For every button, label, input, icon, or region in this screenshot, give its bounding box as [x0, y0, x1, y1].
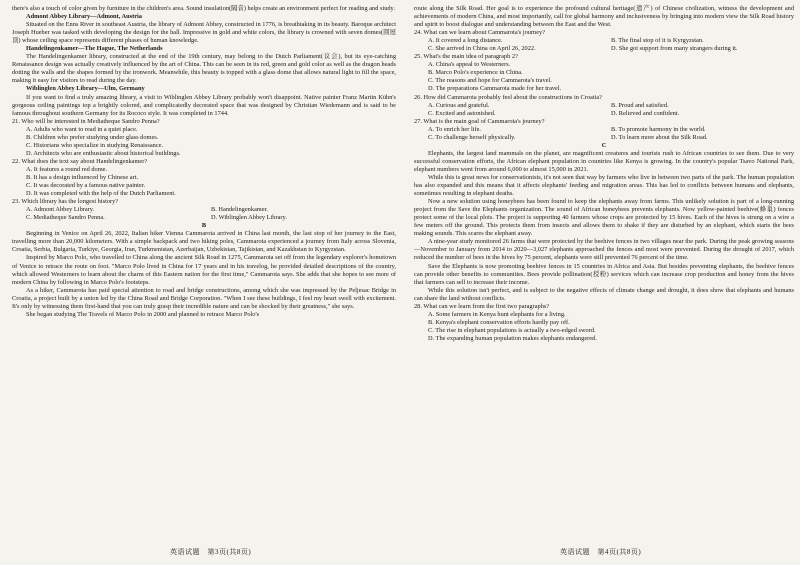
option: A. It features a round red dome.: [26, 165, 108, 173]
paragraph: Situated on the Enns River in southeast Austria, the library of Admont Abbey, constructed in 1776, is breathtaking in its beauty. Baroque architect Joseph Hueber was tasked with developing the design for the hall. Impressive in gold and white colors, the library is crowned with seven domes(圆屋顶) whose ceiling space represents different phases of human knowledge.: [12, 21, 396, 45]
option: D. Relieved and confident.: [611, 109, 680, 117]
library-heading: Wiblinglen Abbey Library—Ulm, Germany: [26, 85, 145, 93]
option-grid: [414, 126, 794, 142]
library-heading: Admont Abbey Library—Admont, Austria: [26, 13, 142, 21]
option: B. Marco Polo's experience in China.: [428, 69, 523, 77]
question: 26. How did Cammarota probably feel about the constructions in Croatia?: [414, 93, 602, 101]
paragraph: The Handelingenkamer library, constructed at the end of the 19th century, may belong to the Dutch Parliament(议会), but its eye-catching Renaissance design was actually creatively influenced by the art of China. This can be seen in its red, green and gold color as well as the dragon heads dotting the walls and the shapes formed by the ironwork. Meanwhile, this beauty is topped with a glass dome that allows natural light to fill the space, making it easy for visitors to read during the day.: [12, 53, 396, 85]
paragraph: While this solution isn't perfect, and is subject to the negative effects of climate change and drought, it does show that elephants and humans can share the land without conflicts.: [414, 286, 794, 302]
option: D. To learn more about the Silk Road.: [611, 133, 708, 141]
option-grid: [414, 102, 794, 118]
paragraph: A nine-year study monitored 26 farms that were protected by the beehive fences in two villages near the park. During the peak growing seasons—November to January from 2014 to 2020—3,027 elephants approached the fences and most were prevented. During the drought of 2017, which reduced the number of bees in the hives by 75 percent, elephants were still prevented 76 percent of the time.: [414, 238, 794, 262]
question: 28. What can we learn from the first two paragraphs?: [414, 302, 550, 310]
option-grid: [414, 37, 794, 53]
option: C. She arrived in China on April 26, 2022.: [428, 45, 536, 53]
paragraph: Now a new solution using honeybees has been found to keep the elephants away from farms. This unlikely solution is part of a long-running project from the Save the Elephants organization. The sound of African honeybees prevents elephants. Now yellow-painted beehive(蜂巢) fences protect some of the local plots. The project is supporting 40 farmers whose crops are protected by 15 hives. Each of the hives is strung on a wire a few meters off the ground. This protects them from insects and allows them to shake if they are disturbed by an elephant, which starts the bees making sounds. This scares the elephant away.: [414, 198, 794, 238]
option: D. She got support from many strangers during it.: [611, 45, 738, 53]
option: B. To promote harmony in the world.: [611, 125, 706, 133]
option: A. Some farmers in Kenya hunt elephants for a living.: [428, 310, 566, 318]
paragraph: As a hiker, Cammarota has paid special attention to road and bridge constructions, among which she was impressed by the Peljesac Bridge in Croatia, a project built by a union led by the China Road and Bridge Corporation. "When I see these buildings, I feel my heart swell with excitement. It's only by witnessing them first-hand that you can truly grasp their incredible nature and can be shocked by their greatness," she says.: [12, 286, 396, 310]
option: A. Admont Abbey Library.: [26, 206, 95, 214]
paragraph: If you want to find a truly amazing library, a visit to Wiblinglen Abbey Library probably won't disappoint. Native painter Franz Martin Kühn's gorgeous ceiling paintings top a brightly colored, and complicatedly decorated space that was designed by Christian Wiedemann and is said to be famous throughout southern Germany for its Rococo style. It was completed in 1744.: [12, 93, 396, 117]
paragraph: Beginning in Venice on April 26, 2022, Italian hiker Vienna Cammarota arrived in China last month, the last stop of her journey to the East, travelling more than 20,000 kilometers. With a simple backpack and two hiking poles, Cammarota experienced a journey from Italy across Slovenia, Croatia, Serbia, Bulgaria, Turkiye, Georgia, Iran, Turkmenistan, Azerbaijan, Uzbekistan, Tajikistan, and Kazakhstan to Kyrgyzstan.: [12, 230, 396, 254]
option: C. Historians who specialize in studying Renaissance.: [26, 141, 164, 149]
option: B. Proud and satisfied.: [611, 101, 669, 109]
right-column: [414, 5, 794, 343]
paragraph: While this is great news for conservationists, it's not seen that way by farmers who live in between two parts of the park. The human population has also expanded and this means that it affects elephants' feeding and migration areas. This has led to conflicts between humans and elephants, sometimes resulting in elephant deaths.: [414, 173, 794, 198]
option: D. The preparations Cammarota made for her travel.: [428, 85, 562, 93]
option: C. The rise in elephant populations is actually a two-edged sword.: [428, 326, 596, 334]
option-grid: [12, 206, 396, 222]
question: 24. What can we learn about Cammarota's journey?: [414, 29, 546, 37]
option: A. To enrich her life.: [428, 125, 481, 133]
option: C. Mediatheque Sandro Penna.: [26, 214, 105, 222]
option: D. The expanding human population makes elephants endangered.: [428, 334, 597, 342]
paragraph: She began studying The Travels of Marco Polo in 2000 and planned to retrace Marco Polo's: [26, 310, 260, 318]
left-column: [12, 5, 396, 319]
option: C. To challenge herself physically.: [428, 133, 516, 141]
option: C. It was decorated by a famous native painter.: [26, 182, 146, 190]
paragraph: Save the Elephants is now promoting beehive fences in 15 countries in Africa and Asia. But besides preventing elephants, the beehive fences can provide other benefits to communities. Bees provide pollination(授粉) services which can increase crop production and honey from the hives that farmers can sell to increase their income.: [414, 262, 794, 286]
library-heading: Handelingenkamer—The Hague, The Netherlands: [26, 45, 163, 53]
option: B. Kenya's elephant conservation efforts hardly pay off.: [428, 318, 570, 326]
option: A. Adults who want to read in a quiet place.: [26, 125, 138, 133]
option: B. Handelingenkamer.: [211, 206, 268, 214]
question: 23. Which library has the longest history?: [12, 198, 119, 206]
question: 25. What's the main idea of paragraph 2?: [414, 53, 518, 61]
paragraph: route along the Silk Road. Her goal is to experience the profound cultural heritage(遗产) of Chinese civilization, witness the development and achievements of modern China, and most importantly, call for global harmony and inclusiveness by bringing into modern view the Silk Road history and spirit to boost dialogue and understanding between the East and the West.: [414, 5, 794, 29]
page-footer: 英语试题 第3页(共8页): [170, 548, 252, 556]
option: B. It has a design influenced by Chinese art.: [26, 173, 139, 181]
option: D. Architects who are enthusiastic about historical buildings.: [26, 149, 181, 157]
option: A. Curious and grateful.: [428, 101, 490, 109]
option: B. The final stop of it is Kyrgyzstan.: [611, 37, 704, 45]
option: C. Excited and astonished.: [428, 109, 496, 117]
option: C. The reasons and hope for Cammarota's travel.: [428, 77, 552, 85]
question: 27. What is the main goal of Cammarota's journey?: [414, 117, 545, 125]
question: 21. Who will be interested in Mediatheque Sandro Penna?: [12, 117, 160, 125]
page-footer: 英语试题 第4页(共8页): [560, 548, 642, 556]
option: B. Children who prefer studying under glass domes.: [26, 133, 159, 141]
paragraph: Elephants, the largest land mammals on the planet, are magnificent creatures and tourists rush to African countries to see them. Due to very successful conservation efforts, the African elephant population in countries like Kenya is growing. In the country's popular Tsavo National Park, elephant numbers went from around 6,000 to almost 15,000 in 2021.: [414, 149, 794, 173]
option: A. It covered a long distance.: [428, 37, 503, 45]
paragraph: Inspired by Marco Polo, who travelled to China along the ancient Silk Road in 1275, Cammarota set off from the legendary explorer's hometown of Venice to retrace the route on foot. "Marco Polo lived in China for 17 years and in his travelog, he provided detailed descriptions of the country, which allowed Westerners to learn about the charm of this Eastern nation for the first time," Cammarota says. She adds that she hopes to see more of modern China by following in Marco Polo's footsteps.: [12, 254, 396, 286]
section-label: C: [601, 141, 607, 149]
option: D. Wiblinglen Abbey Library.: [211, 214, 287, 222]
section-label: B: [201, 222, 207, 230]
paragraph: there's also a touch of color given by furniture in the children's area. Sound insulation(隔音) helps create an environment perfect for reading and study.: [12, 5, 395, 12]
question: 22. What does the text say about Handelingenkamer?: [12, 157, 148, 165]
option: D. It was completed with the help of the Dutch Parliament.: [26, 190, 176, 198]
option: A. China's appeal to Westerners.: [428, 61, 511, 69]
